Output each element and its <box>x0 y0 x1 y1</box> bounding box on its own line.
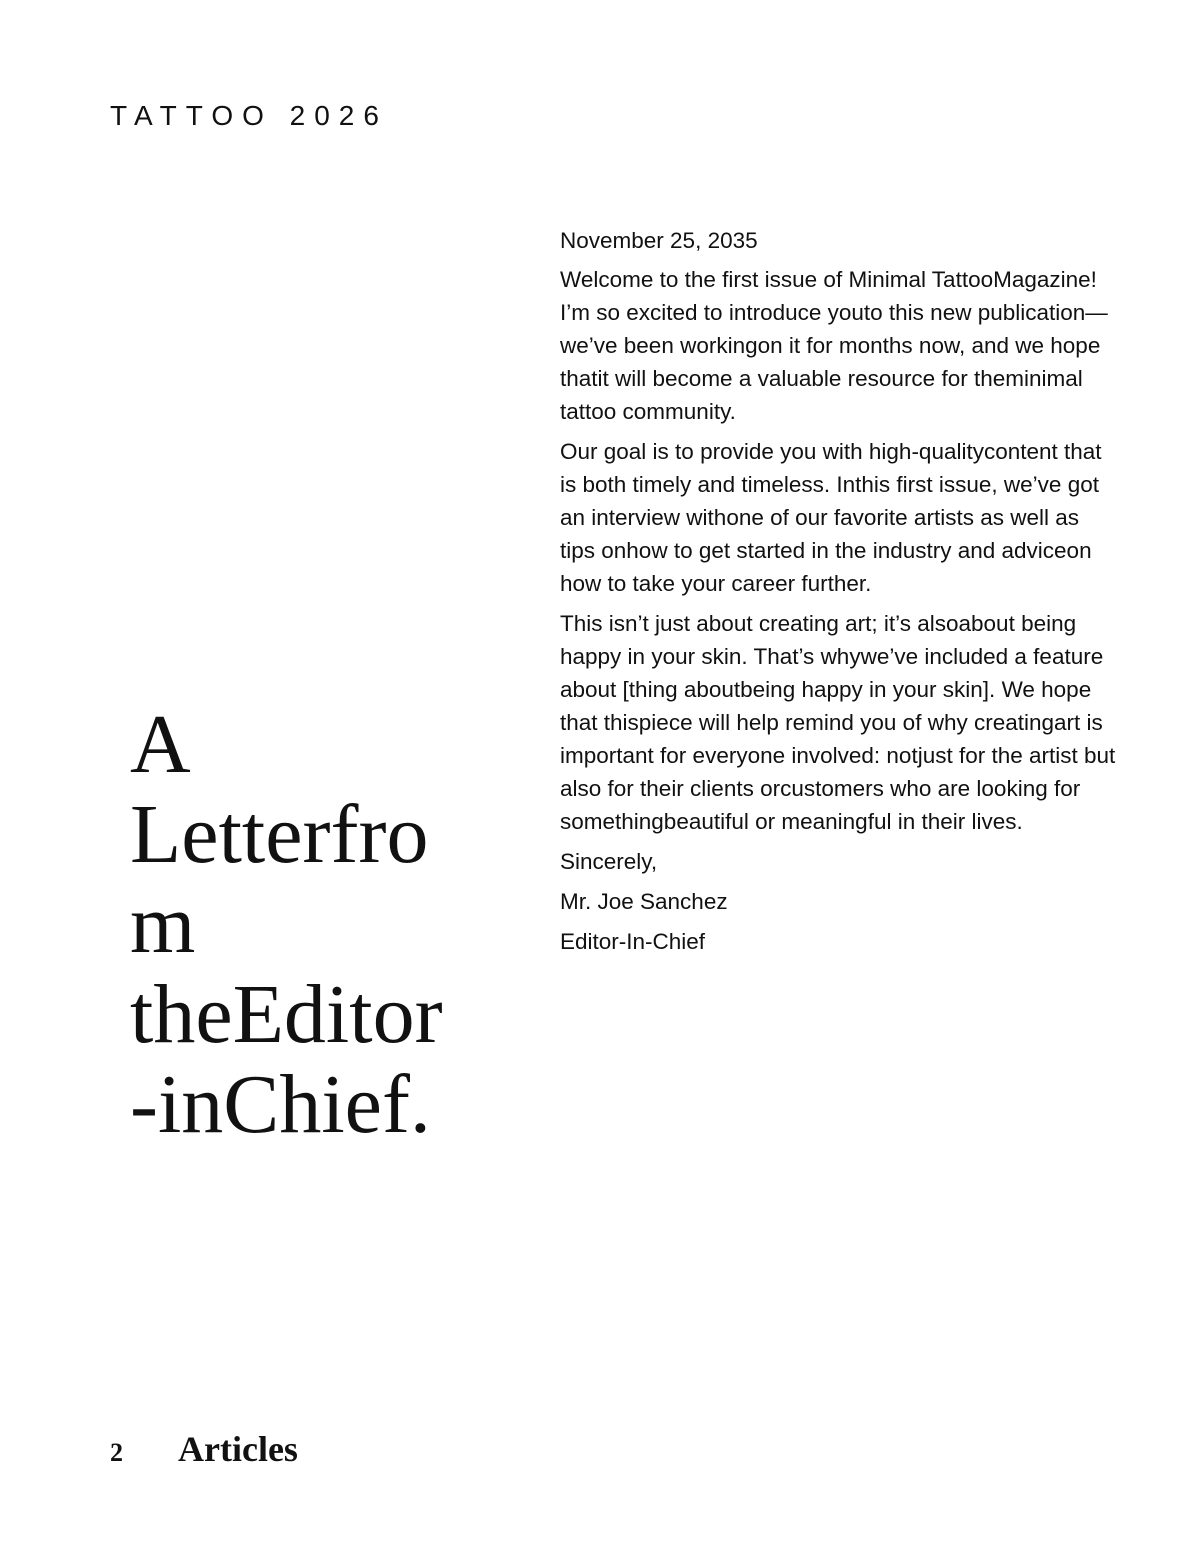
headline-line: m <box>130 878 196 971</box>
letter-paragraph: Welcome to the first issue of Minimal TattooMagazine! I’m so excited to introduce youto this new publication—we’ve been workingon it for months now, and we hope thatit will become a valuable resource for theminimal tattoo community. <box>560 267 1108 424</box>
letter-paragraph: Our goal is to provide you with high-qualitycontent that is both timely and timeless. Inthis first issue, we’ve got an interview withone of our favorite artists as well as tips onhow to get started in the industry and adviceon how to take your career further. <box>560 439 1102 596</box>
headline-line: theEditor <box>130 968 443 1061</box>
section-name: Articles <box>178 1429 298 1469</box>
headline-line: -inChief. <box>130 1058 431 1151</box>
letter-date: November 25, 2035 <box>560 228 758 253</box>
magazine-masthead: TATTOO 2026 <box>110 100 388 131</box>
signer-title: Editor-In-Chief <box>560 929 706 954</box>
editor-letter <box>560 224 1120 965</box>
headline-line: A <box>130 698 191 791</box>
page-headline <box>130 700 490 1150</box>
letter-closing: Sincerely, <box>560 849 658 874</box>
letter-paragraph: This isn’t just about creating art; it’s alsoabout being happy in your skin. That’s whywe’ve included a feature about [thing aboutbeing happy in your skin]. We hope that thispiece will help remind you of why creatingart is important for everyone involved: notjust for the artist but also for their clients orcustomers who are looking for somethingbeautiful or meaningful in their lives. <box>560 611 1116 834</box>
headline-line: Letterfro <box>130 788 429 881</box>
page-footer <box>110 1428 298 1470</box>
signer-name: Mr. Joe Sanchez <box>560 889 728 914</box>
page-number: 2 <box>110 1438 123 1467</box>
